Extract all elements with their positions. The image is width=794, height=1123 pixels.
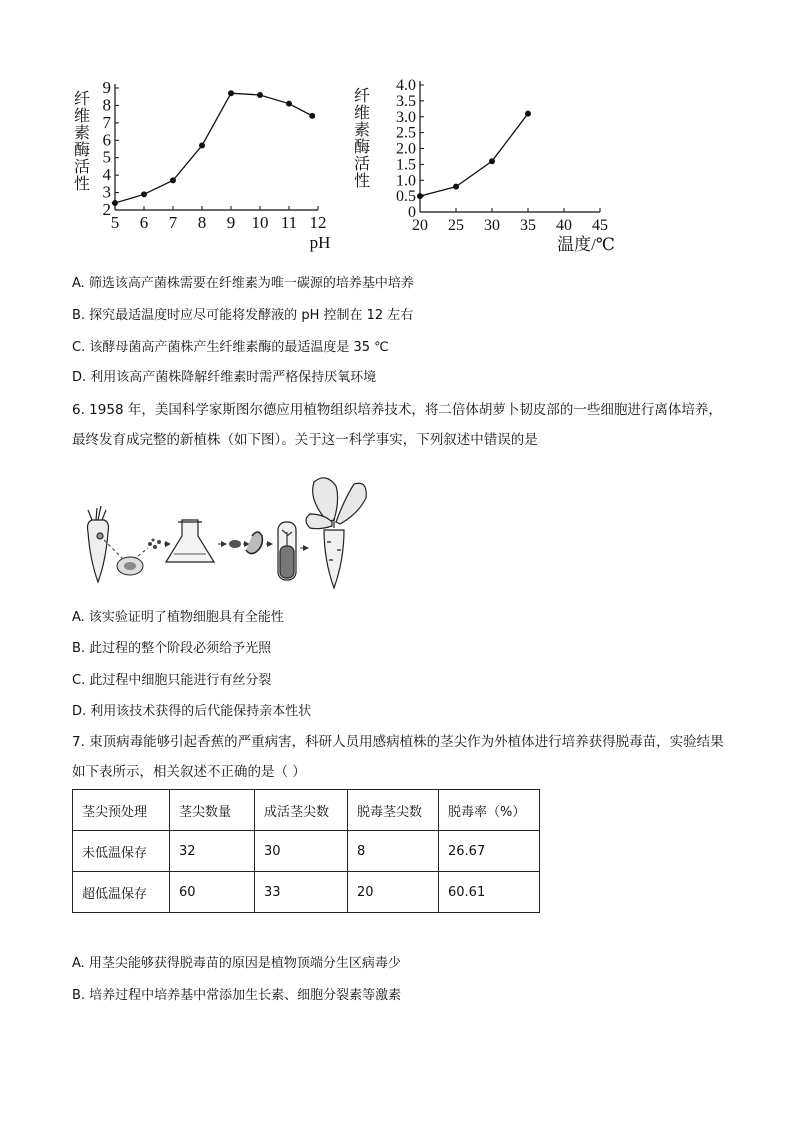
data-point — [141, 191, 147, 197]
test-tube-icon — [278, 522, 296, 580]
y-tick-label: 4 — [102, 165, 111, 185]
data-point — [199, 143, 205, 149]
x-tick-label: 30 — [484, 217, 500, 234]
y-tick-label: 8 — [102, 95, 111, 115]
x-tick-label: 25 — [448, 217, 464, 234]
x-tick-label: 20 — [412, 217, 428, 234]
q7-option-a: A. 用茎尖能够获得脱毒苗的原因是植物顶端分生区病毒少 — [72, 956, 401, 971]
q6-option-b: B. 此过程的整个阶段必须给予光照 — [72, 641, 272, 656]
ph-activity-chart-svg — [70, 78, 340, 263]
temperature-activity-chart-svg — [350, 78, 630, 263]
x-tick-label: 7 — [168, 213, 178, 232]
q6-stem: 6. 1958 年，美国科学家斯图尔德应用植物组织培养技术，将二倍体胡萝卜韧皮部的一些细胞进行离体培养，最终发育成完整的新植株（如下图）。关于这一科学事实，下列叙述中错误的是 — [72, 402, 722, 448]
table-cell: 32 — [170, 831, 255, 872]
y-tick-label: 3 — [102, 182, 111, 202]
x-axis-label: pH — [309, 233, 331, 252]
y-tick-label: 3.5 — [396, 92, 416, 110]
table-cell: 8 — [348, 831, 439, 872]
data-point — [417, 193, 423, 199]
table-header-cell: 茎尖预处理 — [73, 790, 170, 831]
series-line — [420, 114, 528, 197]
x-tick-label: 8 — [197, 213, 207, 232]
y-tick-label: 4.0 — [396, 77, 416, 94]
x-tick-label: 35 — [520, 217, 536, 234]
table-header-cell: 成活茎尖数 — [255, 790, 348, 831]
data-point — [489, 158, 495, 164]
table-cell: 26.67 — [439, 831, 540, 872]
q6-option-c: C. 此过程中细胞只能进行有丝分裂 — [72, 673, 272, 688]
q7-results-table — [72, 789, 540, 913]
table-cell: 30 — [255, 831, 348, 872]
x-tick-label: 6 — [139, 213, 149, 232]
x-tick-label: 10 — [251, 213, 269, 232]
table-row — [73, 831, 540, 872]
y-tick-label: 1.0 — [396, 172, 416, 190]
data-point — [309, 113, 315, 119]
x-tick-label: 11 — [280, 213, 298, 232]
data-point — [286, 101, 292, 107]
flask-icon — [166, 520, 214, 562]
tissue-culture-illustration — [78, 470, 368, 594]
table-cell: 20 — [348, 872, 439, 913]
q5-option-a: A. 筛选该高产菌株需要在纤维素为唯一碳源的培养基中培养 — [72, 276, 414, 291]
x-tick-label: 5 — [110, 213, 120, 232]
q7-stem: 7. 束顶病毒能够引起香蕉的严重病害，科研人员用感病植株的茎尖作为外植体进行培养获得脱毒苗，实验结果如下表所示，相关叙述不正确的是（ ） — [72, 734, 724, 780]
petri-dish-icon — [117, 557, 143, 575]
data-point — [453, 184, 459, 190]
y-axis-label: 纤维素酶活性 — [351, 87, 369, 189]
cells-icon — [148, 539, 161, 550]
table-cell: 60 — [170, 872, 255, 913]
y-tick-label: 6 — [102, 130, 111, 150]
carrot-icon — [88, 506, 109, 582]
q5-option-c: C. 该酵母菌高产菌株产生纤维素酶的最适温度是 35 ℃ — [72, 340, 389, 355]
x-axis-label: 温度/℃ — [557, 235, 615, 254]
q5-option-b: B. 探究最适温度时应尽可能将发酵液的 pH 控制在 12 左右 — [72, 308, 414, 323]
table-header-cell: 脱毒率（%） — [439, 790, 540, 831]
y-tick-label: 5 — [102, 147, 111, 167]
x-tick-label: 12 — [309, 213, 327, 232]
table-cell: 未低温保存 — [73, 831, 170, 872]
y-tick-label: 0 — [408, 204, 416, 221]
table-cell: 超低温保存 — [73, 872, 170, 913]
cell-cluster-icon — [229, 540, 241, 548]
y-tick-label: 2.0 — [396, 140, 416, 158]
y-tick-label: 0.5 — [396, 188, 416, 206]
table-header-row — [73, 790, 540, 831]
table-row — [73, 872, 540, 913]
y-tick-label: 2 — [102, 200, 111, 219]
data-point — [112, 200, 118, 206]
y-tick-label: 3.0 — [396, 108, 416, 126]
data-point — [257, 92, 263, 98]
q5-option-d: D. 利用该高产菌株降解纤维素时需严格保持厌氧环境 — [72, 370, 377, 385]
mature-carrot-icon — [306, 478, 366, 588]
table-header-cell: 脱毒茎尖数 — [348, 790, 439, 831]
x-tick-label: 45 — [592, 217, 608, 234]
y-tick-label: 1.5 — [396, 156, 416, 174]
table-cell: 33 — [255, 872, 348, 913]
q7-option-b: B. 培养过程中培养基中常添加生长素、细胞分裂素等激素 — [72, 988, 402, 1003]
table-cell: 60.61 — [439, 872, 540, 913]
y-tick-label: 7 — [102, 112, 111, 132]
q6-option-a: A. 该实验证明了植物细胞具有全能性 — [72, 610, 284, 625]
x-tick-label: 9 — [226, 213, 236, 232]
x-tick-label: 40 — [556, 217, 572, 234]
data-point — [170, 177, 176, 183]
tissue-culture-figure — [78, 470, 368, 590]
data-point — [228, 90, 234, 96]
ph-activity-chart — [70, 78, 340, 263]
y-axis-label: 纤维素酶活性 — [71, 90, 89, 192]
data-point — [525, 111, 531, 117]
temperature-activity-chart — [350, 78, 630, 263]
series-line — [115, 93, 312, 203]
y-tick-label: 9 — [102, 78, 111, 97]
embryo-icon — [246, 532, 262, 554]
table-header-cell: 茎尖数量 — [170, 790, 255, 831]
y-tick-label: 2.5 — [396, 124, 416, 142]
q6-option-d: D. 利用该技术获得的后代能保持亲本性状 — [72, 704, 312, 719]
